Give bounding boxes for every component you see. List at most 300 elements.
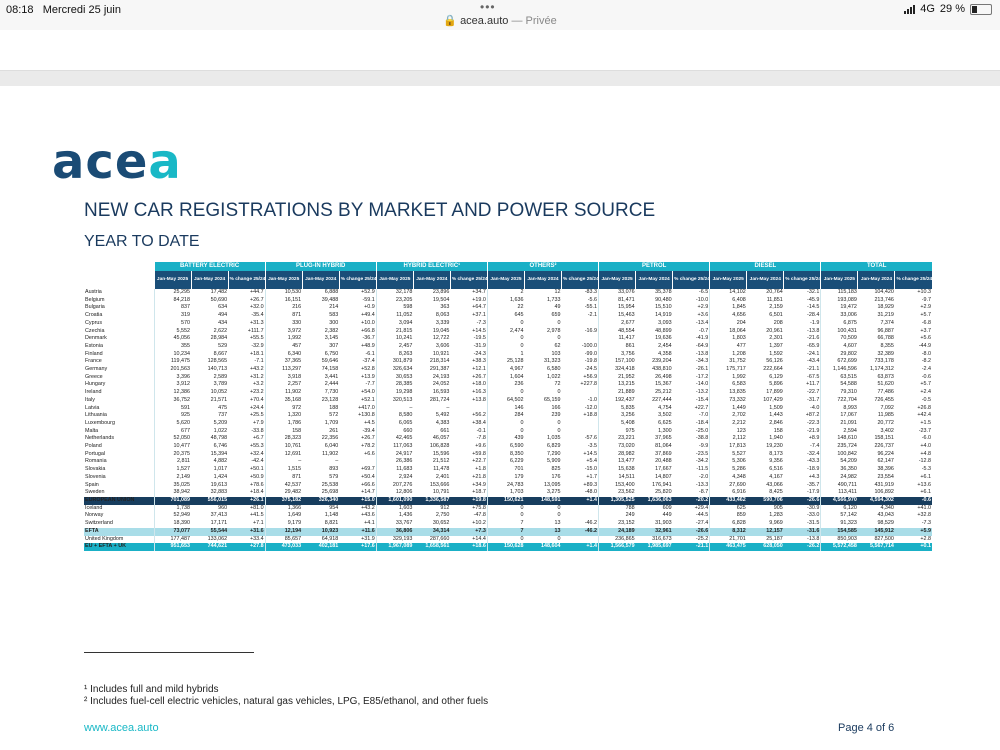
value-cell: – [265,458,302,466]
value-cell: -45.9 [807,296,820,303]
value-cell: 893 [329,466,339,473]
value-cell: +6.1 [920,473,931,480]
value-cell: 1,366 [265,505,302,513]
value-cell: -83.3 [584,289,598,295]
value-cell: 326,634 [376,366,413,374]
value-cell: 18,929 [877,304,894,311]
url-text: acea.auto [460,15,509,27]
value-cell: 591 [154,405,191,413]
value-cell: -13.4 [695,319,709,326]
value-cell: -7.3 [476,319,486,326]
value-cell: +18.1 [250,350,264,357]
value-cell: 24,189 [599,528,636,536]
page-subtitle: YEAR TO DATE [84,233,200,250]
value-cell: 1,283 [769,512,783,519]
value-cell: -0.1 [476,427,486,434]
value-cell: 35,168 [265,397,302,405]
value-cell: 3,502 [658,412,672,419]
country-cell: Portugal [85,450,106,457]
value-cell: 208 [773,319,783,326]
footnote-1: ¹ Includes full and mild hybrids [84,684,219,695]
value-cell: +37.1 [472,312,486,319]
value-cell: -2.1 [587,312,598,319]
table-row [84,528,932,536]
value-cell: 8,312 [710,528,747,536]
value-cell: 1,208 [710,351,747,359]
value-cell: 15,596 [432,450,450,457]
column-header: Jan-May 2024 [858,271,895,289]
value-cell: 43,066 [766,481,783,488]
column-header: % change 25/24 [339,271,376,289]
value-cell: 28,982 [599,451,636,459]
value-cell: 490,711 [821,482,858,490]
value-cell: 0 [557,419,561,426]
value-cell: 1,733 [547,296,561,303]
value-cell: +417.0 [358,404,375,411]
value-cell [562,512,599,520]
value-cell: 1,738 [154,505,191,513]
value-cell: +18.6 [450,543,487,551]
value-cell: 19,298 [376,389,413,397]
column-header: Jan-May 2025 [821,271,858,289]
table-row [84,497,932,505]
value-cell: 0 [557,427,561,434]
value-cell: 1,515 [265,466,302,474]
footnote-divider [84,652,254,653]
value-cell: 3,396 [154,374,191,382]
country-cell: Greece [85,373,103,380]
value-cell: 19,504 [432,296,450,303]
value-cell: 25,212 [655,389,672,396]
table-row [84,474,932,482]
value-cell: 42,537 [265,482,302,490]
value-cell: -15.0 [584,466,598,473]
value-cell: 3,145 [324,335,339,342]
table-row [84,489,932,497]
table-row [84,320,932,328]
value-cell: +7.1 [252,520,264,527]
value-cell: 5,492 [435,412,450,419]
value-cell: 10,234 [154,351,191,359]
value-cell: +50.4 [361,473,375,480]
value-cell: 166 [551,404,561,411]
value-cell: +13.6 [917,481,931,488]
value-cell: 912 [440,504,450,511]
value-cell: 8,821 [324,520,339,527]
value-cell: 39,488 [321,296,339,303]
column-header: Jan-May 2024 [524,271,561,289]
value-cell: +10.3 [917,289,931,295]
value-cell: 10,923 [302,528,339,536]
value-cell: -13.8 [807,535,820,542]
country-cell: EFTA [84,528,154,536]
value-cell: 2,401 [435,473,450,480]
value-cell: 63,873 [877,373,894,380]
value-cell: +18.8 [583,412,598,419]
value-cell: -57.6 [584,435,598,442]
value-cell: +5.7 [920,312,931,319]
value-cell: 1,845 [710,304,747,312]
value-cell: 2,159 [769,304,783,311]
value-cell: +38.4 [472,419,486,426]
value-cell: +9.6 [475,443,486,450]
value-cell: 1,320 [265,412,302,420]
value-cell: 2,149 [154,474,191,482]
value-cell: 861 [599,343,636,351]
value-cell: 45,056 [154,335,191,343]
value-cell: 74,158 [321,366,339,373]
value-cell: 0 [557,335,561,342]
value-cell: +66.8 [361,327,375,334]
value-cell: 3,256 [599,412,636,420]
value-cell: -6.1 [365,350,375,357]
value-cell: +7.3 [450,528,487,536]
value-cell: 24,917 [376,451,413,459]
value-cell: -0.5 [921,396,931,403]
value-cell: 20,488 [655,458,672,465]
value-cell: 23,128 [321,396,339,403]
value-cell: 100,842 [821,451,858,459]
value-cell: +24.4 [250,404,264,411]
value-cell: 133,062 [207,535,228,542]
country-cell: Netherlands [85,435,115,442]
value-cell: -33.0 [807,512,820,519]
country-cell: EUROPEAN UNION [84,497,154,505]
value-cell: 52,949 [154,512,191,520]
value-cell: 473,033 [265,543,302,551]
value-cell: 157,100 [599,358,636,366]
table-row [84,435,932,443]
value-cell: 8,263 [376,351,413,359]
group-header: PLUG-IN HYBRID [265,262,376,271]
value-cell: -10.0 [695,296,709,303]
column-header: % change 25/24 [562,271,599,289]
value-cell: +56.9 [583,373,598,380]
value-cell: 825 [551,466,561,473]
value-cell: 0 [557,389,561,396]
value-cell: 4,383 [435,419,450,426]
value-cell: +59.8 [472,450,486,457]
value-cell: +15.0 [339,497,376,505]
value-cell: +1.7 [586,473,598,480]
value-cell: -7.0 [698,412,709,419]
value-cell: 0 [487,343,524,351]
value-cell: 583 [329,312,339,319]
value-cell: +31.9 [361,535,375,542]
value-cell: 12,386 [154,389,191,397]
value-cell: -8.0 [921,350,931,357]
value-cell: 324,418 [599,366,636,374]
value-cell: 7,092 [880,404,894,411]
value-cell: -35.4 [251,312,264,319]
value-cell: -32.4 [807,450,820,457]
value-cell: +17.6 [339,543,376,551]
value-cell: -65.9 [807,342,820,349]
value-cell: 11,478 [433,466,450,473]
value-cell: 9,356 [769,458,783,465]
value-cell: 34,314 [413,528,450,536]
value-cell: 65,159 [544,396,561,403]
value-cell: 4,340 [880,504,894,511]
value-cell: 27,690 [710,482,747,490]
value-cell: 6,340 [265,351,302,359]
value-cell: 5,620 [154,420,191,428]
lock-icon: 🔒 [443,15,457,27]
country-cell: Belgium [85,296,105,303]
value-cell: 2,457 [376,343,413,351]
value-cell: 1,509 [769,404,783,411]
value-cell: 3,339 [435,319,450,326]
country-cell: Italy [85,396,95,403]
value-cell: 3,402 [880,427,894,434]
value-cell: 905 [773,504,783,511]
country-cell: Germany [85,366,108,373]
value-cell: 319 [154,312,191,320]
value-cell: 1,992 [710,374,747,382]
value-cell: 8,993 [821,405,858,413]
value-cell: 261 [329,427,339,434]
value-cell: 0 [487,320,524,328]
value-cell: +2.4 [920,389,931,396]
value-cell: 3,606 [435,342,450,349]
value-cell: 51,620 [877,381,894,388]
value-cell: 148,610 [821,435,858,443]
value-cell: 20,375 [154,451,191,459]
value-cell: -26.6 [673,528,710,536]
value-cell: 10,921 [432,350,450,357]
value-cell: 960 [218,504,228,511]
value-cell: -31.9 [473,342,486,349]
value-cell: 38,942 [154,489,191,497]
column-header: Jan-May 2025 [265,271,302,289]
column-header: Jan-May 2025 [376,271,413,289]
country-cell: Cyprus [85,319,103,326]
value-cell: 18,390 [154,520,191,528]
value-cell: +32.8 [917,512,931,519]
value-cell [562,320,599,328]
value-cell: 6,916 [710,489,747,497]
value-cell: +8.9 [808,435,820,442]
value-cell: -6.8 [921,319,931,326]
value-cell: 556,015 [191,497,228,505]
value-cell: 300 [329,319,339,326]
value-cell: 8,173 [769,450,783,457]
group-header: PETROL [599,262,710,271]
value-cell: 10,791 [432,489,450,496]
value-cell: 0 [487,389,524,397]
value-cell: 146 [487,405,524,413]
value-cell: 150,621 [487,497,524,505]
status-time-date: 08:18 Mercredi 25 juin [6,4,121,16]
value-cell: +31.2 [250,373,264,380]
value-cell: +4.0 [920,443,931,450]
value-cell: 529 [218,342,228,349]
value-cell: +3.7 [920,327,931,334]
value-cell: 827,500 [874,535,894,542]
value-cell: 148,591 [524,497,561,505]
value-cell: 4,967 [487,366,524,374]
value-cell: 10,477 [154,443,191,451]
value-cell: +26.8 [917,404,931,411]
value-cell: 46,057 [432,435,450,442]
value-cell: +56.2 [472,412,486,419]
value-cell: -30.9 [807,504,820,511]
value-cell: -24.1 [807,350,820,357]
value-cell: +4.1 [364,520,375,527]
column-header: % change 25/24 [784,271,821,289]
more-dots-icon[interactable]: ••• [480,0,496,14]
value-cell: 701 [487,466,524,474]
value-cell: -67.5 [807,373,820,380]
value-cell: 1 [487,351,524,359]
value-cell: 291,387 [429,366,450,373]
column-header: Jan-May 2024 [636,271,673,289]
value-cell: +14.4 [472,535,486,542]
value-cell: -12.8 [918,458,931,465]
value-cell: 859 [710,512,747,520]
value-cell: 1,174,312 [869,366,894,373]
value-cell: 10,761 [265,443,302,451]
value-cell: +18.4 [250,489,264,496]
value-cell: 37,869 [655,450,672,457]
value-cell: 5,286 [710,466,747,474]
value-cell: 2,112 [710,435,747,443]
private-label: — Privée [511,15,557,27]
value-cell: 201,563 [154,366,191,374]
value-cell: 70,509 [821,335,858,343]
value-cell: 15,510 [655,304,672,311]
value-cell [339,458,376,466]
value-cell: 81,064 [655,443,672,450]
value-cell: -17.2 [695,373,709,380]
value-cell: 12,722 [432,335,450,342]
value-cell: 54,588 [821,381,858,389]
value-cell: 8,580 [376,412,413,420]
value-cell: +12.1 [472,366,486,373]
value-cell: 457 [265,343,302,351]
value-cell: +78.6 [250,481,264,488]
value-cell: 145,912 [858,528,895,536]
value-cell: 24,783 [487,482,524,490]
value-cell: 625 [710,505,747,513]
value-cell: 6,580 [547,366,561,373]
group-header: DIESEL [710,262,821,271]
value-cell: +69.7 [361,466,375,473]
value-cell: 249 [599,512,636,520]
value-cell: +227.8 [580,381,598,388]
country-cell: France [85,358,102,365]
value-cell: 222,664 [763,366,783,373]
value-cell: 106,892 [874,489,894,496]
value-cell: 25,698 [321,489,339,496]
value-cell [562,389,599,397]
value-cell: 12,157 [747,528,784,536]
value-cell: +10.2 [472,520,486,527]
value-cell: 104,420 [874,289,894,295]
value-cell: 579 [329,473,339,480]
value-cell: -8.7 [698,489,709,496]
value-cell: 23,205 [376,297,413,305]
value-cell: -42.4 [251,458,264,465]
table-row [84,381,932,389]
value-cell: 23,562 [599,489,636,497]
value-cell: 954 [329,504,339,511]
value-cell: +26.7 [250,296,264,303]
table-row [84,351,932,359]
value-cell: 10,530 [265,289,302,297]
value-cell: 25,820 [655,489,672,496]
value-cell: 1,992 [265,335,302,343]
value-cell: +78.2 [361,443,375,450]
value-cell: 733,178 [874,358,894,365]
value-cell: 28,984 [210,335,228,342]
website-link[interactable]: www.acea.auto [84,722,159,734]
address-bar[interactable] [0,14,1000,27]
value-cell: 6,040 [324,443,339,450]
value-cell: 59,646 [321,358,339,365]
column-header: % change 25/24 [450,271,487,289]
value-cell: 32,961 [636,528,673,536]
value-cell: -44.9 [918,342,931,349]
value-cell: 1,636 [487,297,524,305]
value-cell: 37,413 [210,512,228,519]
value-cell: +66.6 [361,481,375,488]
value-cell: 0 [487,428,524,436]
column-header: % change 25/24 [228,271,265,289]
value-cell: 975 [599,428,636,436]
value-cell [562,428,599,436]
column-header: Jan-May 2024 [413,271,450,289]
value-cell: -38.8 [695,435,709,442]
country-cell: Czechia [85,327,105,334]
value-cell: +26.1 [228,497,265,505]
value-cell: -7.8 [476,435,486,442]
value-cell: 572 [329,412,339,419]
value-cell: +1.4 [562,543,599,551]
value-cell: -46.2 [584,520,598,527]
value-cell: 661 [440,427,450,434]
value-cell: -19.5 [473,335,486,342]
value-cell: -1.0 [587,396,598,403]
value-cell: 6,750 [324,350,339,357]
value-cell: 2,846 [769,419,783,426]
value-cell: 8,425 [769,489,783,496]
value-cell: 25,295 [154,289,191,297]
value-cell: 1,017 [213,466,228,473]
value-cell: 207,276 [376,482,413,490]
value-cell: 21,889 [599,389,636,397]
value-cell: -37.4 [362,358,375,365]
previous-page-band [0,30,1000,71]
value-cell: 63,515 [821,374,858,382]
value-cell: -21.9 [807,427,820,434]
value-cell: 81,471 [599,297,636,305]
value-cell: 21,701 [710,536,747,544]
value-cell: 871 [265,474,302,482]
value-cell: +42.4 [917,412,931,419]
country-cell: Latvia [85,404,100,411]
value-cell: 43,043 [877,512,894,519]
value-cell: 62,147 [877,458,894,465]
value-cell: 1,803 [710,335,747,343]
value-cell: +54.0 [361,389,375,396]
value-cell: 2,750 [435,512,450,519]
value-cell: -2.0 [698,473,709,480]
value-cell: 8,355 [880,342,894,349]
value-cell: 31,219 [877,312,894,319]
value-cell: -18.9 [807,466,820,473]
value-cell: 722,704 [821,397,858,405]
